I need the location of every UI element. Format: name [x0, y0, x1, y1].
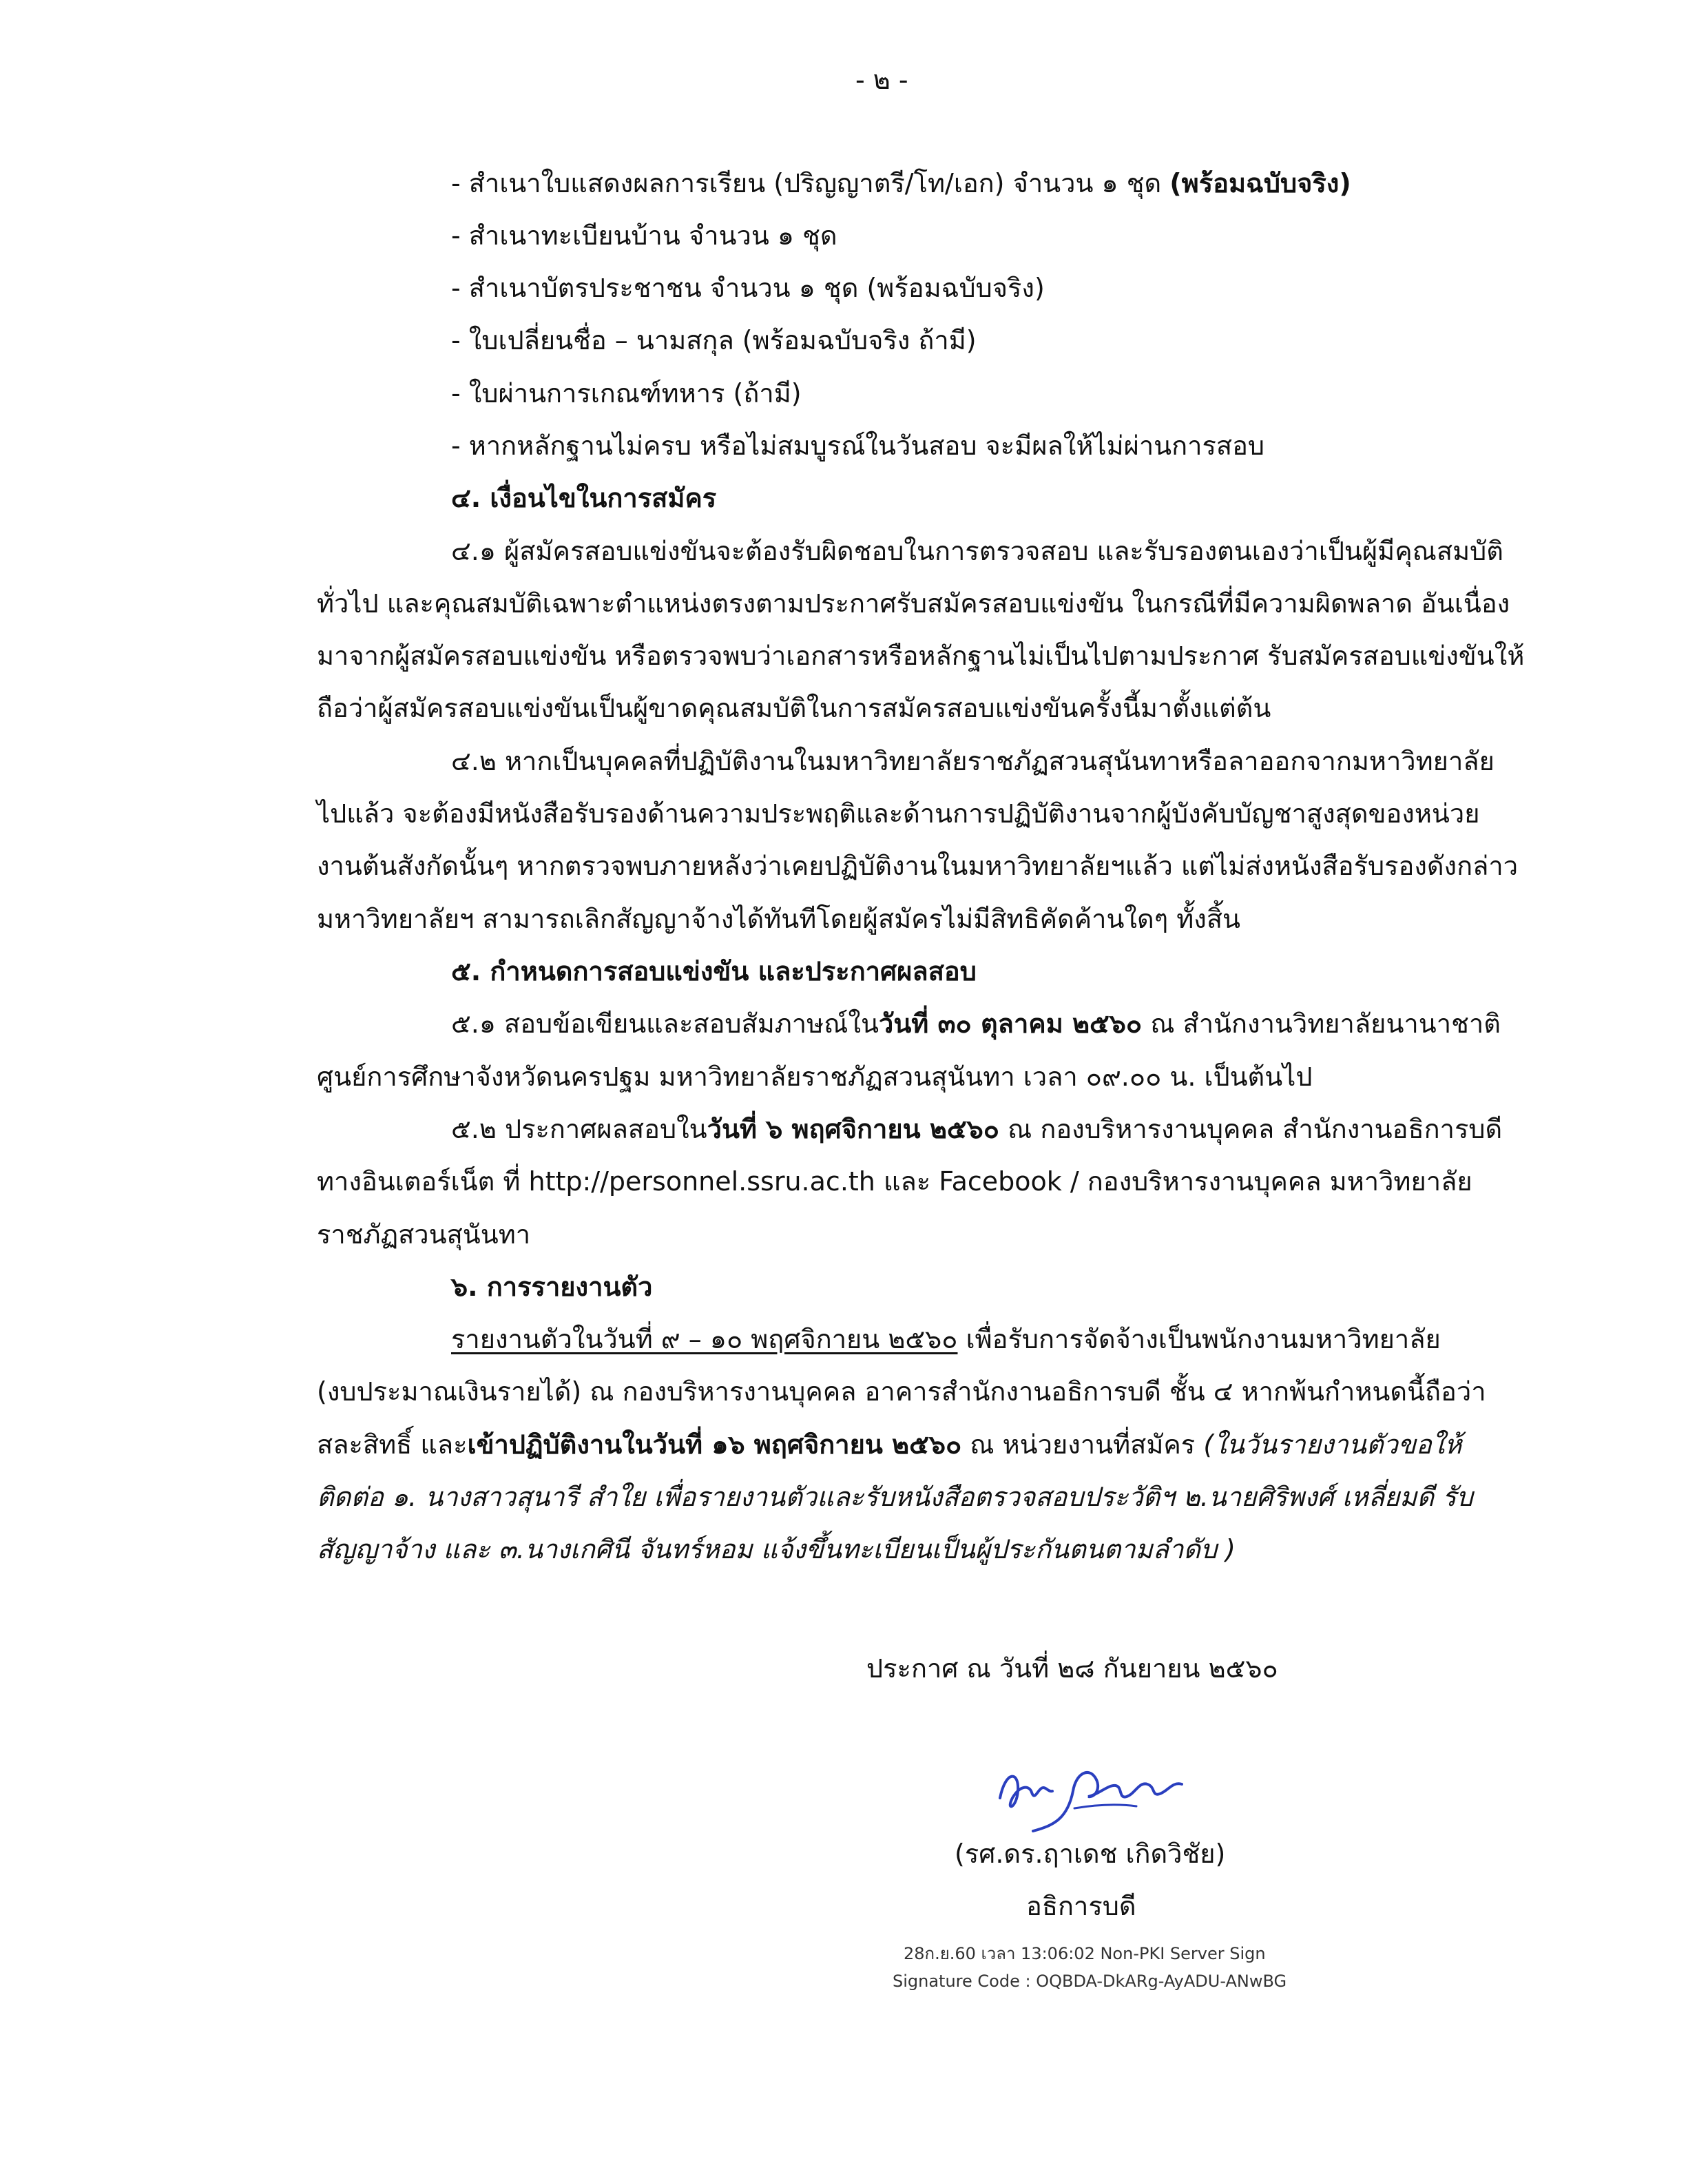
announce-date: ประกาศ ณ วันที่ ๒๘ กันยายน ๒๕๖๐ [866, 1653, 1278, 1684]
section5-p2-line2: ทางอินเตอร์เน็ต ที่ http://personnel.ssru.ac.th และ Facebook / กองบริหารงานบุคคล มหาวิทยาลัย [317, 1166, 1472, 1197]
section4-p1-line3: มาจากผู้สมัครสอบแข่งขัน หรือตรวจพบว่าเอกสารหรือหลักฐานไม่เป็นไปตามประกาศ รับสมัครสอบแข่งขันให้ [317, 641, 1525, 671]
doc-item-name-change: - ใบเปลี่ยนชื่อ – นามสกุล (พร้อมฉบับจริง ถ้ามี) [451, 325, 977, 355]
section6-heading: ๖. การรายงานตัว [451, 1272, 653, 1302]
section6-line3 [317, 1424, 1461, 1465]
section5-p1-line2: ศูนย์การศึกษาจังหวัดนครปฐม มหาวิทยาลัยราชภัฏสวนสุนันทา เวลา ๐๙.๐๐ น. เป็นต้นไป [317, 1062, 1313, 1092]
section5-heading: ๕. กำหนดการสอบแข่งขัน และประกาศผลสอบ [451, 956, 977, 986]
section6-line3-mid: ณ หน่วยงานที่สมัคร [961, 1429, 1204, 1460]
section5-p2-post: ณ กองบริหารงานบุคคล สำนักงานอธิการบดี [999, 1114, 1503, 1144]
section4-p1-line2: ทั่วไป และคุณสมบัติเฉพาะตำแหน่งตรงตามประกาศรับสมัครสอบแข่งขัน ในกรณีที่มีความผิดพลาด อันเนื่อง [317, 588, 1510, 619]
doc-item-transcript [451, 163, 1351, 204]
section4-p2-line1: ๔.๒ หากเป็นบุคคลที่ปฏิบัติงานในมหาวิทยาลัยราชภัฏสวนสุนันทาหรือลาออกจากมหาวิทยาลัย [451, 746, 1494, 776]
section5-p1-post: ณ สำนักงานวิทยาลัยนานาชาติ [1142, 1009, 1501, 1039]
signatory-title: อธิการบดี [1026, 1891, 1136, 1921]
doc-item-text: - สำเนาใบแสดงผลการเรียน (ปริญญาตรี/โท/เอก) จำนวน ๑ ชุด [451, 168, 1170, 198]
result-date: วันที่ ๖ พฤศจิกายน ๒๕๖๐ [707, 1114, 999, 1144]
section4-p2-line3: งานต้นสังกัดนั้นๆ หากตรวจพบภายหลังว่าเคยปฏิบัติงานในมหาวิทยาลัยฯแล้ว แต่ไม่ส่งหนังสือรับรองดังกล่าว [317, 851, 1519, 881]
section5-p2-line3: ราชภัฏสวนสุนันทา [317, 1219, 531, 1250]
section4-p1-line4: ถือว่าผู้สมัครสอบแข่งขันเป็นผู้ขาดคุณสมบัติในการสมัครสอบแข่งขันครั้งนี้มาตั้งแต่ต้น [317, 693, 1271, 723]
section4-p2-line2: ไปแล้ว จะต้องมีหนังสือรับรองด้านความประพฤติและด้านการปฏิบัติงานจากผู้บังคับบัญชาสูงสุดของหน่วย [317, 798, 1480, 829]
report-date-underlined: รายงานตัวในวันที่ ๙ – ๑๐ พฤศจิกายน ๒๕๖๐ [451, 1324, 958, 1354]
section6-line5: สัญญาจ้าง และ ๓.นางเกศินี จันทร์หอม แจ้งขึ้นทะเบียนเป็นผู้ประกันตนตามลำดับ ) [317, 1534, 1236, 1564]
page-number: - ๒ - [855, 65, 908, 95]
signature-code: Signature Code : OQBDA-DkARg-AyADU-ANwBG [893, 1972, 1287, 1991]
section4-heading: ๔. เงื่อนไขในการสมัคร [451, 483, 717, 513]
start-work-date: เข้าปฏิบัติงานในวันที่ ๑๖ พฤศจิกายน ๒๕๖๐ [467, 1429, 962, 1460]
section6-line1-rest: เพื่อรับการจัดจ้างเป็นพนักงานมหาวิทยาลัย [957, 1324, 1441, 1354]
doc-item-military: - ใบผ่านการเกณฑ์ทหาร (ถ้ามี) [451, 378, 802, 409]
doc-item-warning: - หากหลักฐานไม่ครบ หรือไม่สมบูรณ์ในวันสอบ จะมีผลให้ไม่ผ่านการสอบ [451, 431, 1265, 461]
section6-line2: (งบประมาณเงินรายได้) ณ กองบริหารงานบุคคล อาคารสำนักงานอธิการบดี ชั้น ๔ หากพ้นกำหนดนี้ถือว่า [317, 1376, 1486, 1407]
doc-item-id-card: - สำเนาบัตรประชาชน จำนวน ๑ ชุด (พร้อมฉบับจริง) [451, 273, 1045, 303]
section6-line1 [451, 1319, 1441, 1360]
exam-date: วันที่ ๓๐ ตุลาคม ๒๕๖๐ [878, 1009, 1143, 1039]
section6-line3-italic: (ในวันรายงานตัวขอให้ [1203, 1429, 1462, 1460]
section4-p1-line1: ๔.๑ ผู้สมัครสอบแข่งขันจะต้องรับผิดชอบในการตรวจสอบ และรับรองตนเองว่าเป็นผู้มีคุณสมบัติ [451, 536, 1503, 566]
signatory-name: (รศ.ดร.ฤาเดช เกิดวิชัย) [955, 1839, 1226, 1869]
section5-p2-pre: ๕.๒ ประกาศผลสอบใน [451, 1114, 707, 1144]
section6-line3-pre: สละสิทธิ์ และ [317, 1429, 468, 1460]
section6-line4: ติดต่อ ๑. นางสาวสุนารี สำใย เพื่อรายงานตัวและรับหนังสือตรวจสอบประวัติฯ ๒.นายศิริพงศ์ เหลี่ยมดี รับ [317, 1482, 1473, 1512]
doc-item-bold: (พร้อมฉบับจริง) [1169, 168, 1351, 198]
handwritten-signature [992, 1743, 1198, 1839]
sign-timestamp: 28ก.ย.60 เวลา 13:06:02 Non-PKI Server Sign [904, 1944, 1266, 1963]
section5-p1-line1 [451, 1003, 1501, 1044]
section5-p1-pre: ๕.๑ สอบข้อเขียนและสอบสัมภาษณ์ใน [451, 1009, 879, 1039]
section5-p2-line1 [451, 1108, 1502, 1150]
doc-item-house-registration: - สำเนาทะเบียนบ้าน จำนวน ๑ ชุด [451, 220, 837, 251]
section4-p2-line4: มหาวิทยาลัยฯ สามารถเลิกสัญญาจ้างได้ทันทีโดยผู้สมัครไม่มีสิทธิคัดค้านใดๆ ทั้งสิ้น [317, 904, 1240, 934]
